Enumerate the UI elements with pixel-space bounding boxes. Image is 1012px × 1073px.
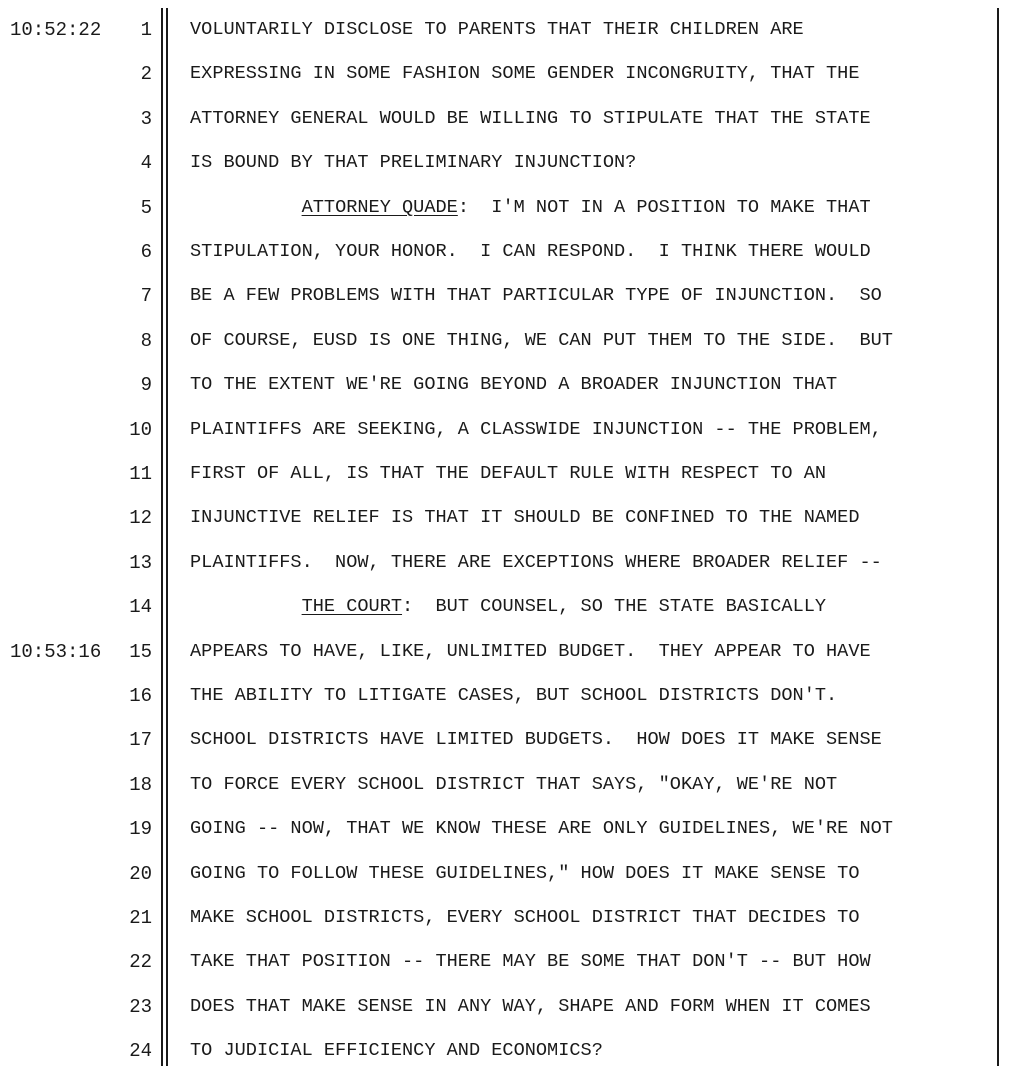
line-text xyxy=(190,274,990,318)
line-text xyxy=(190,8,990,52)
transcript-line xyxy=(0,541,1012,585)
transcript-line xyxy=(0,274,1012,318)
transcript-line xyxy=(0,408,1012,452)
transcript-line xyxy=(0,8,1012,52)
transcript-line xyxy=(0,940,1012,984)
line-content: TO THE EXTENT WE'RE GOING BEYOND A BROADER INJUNCTION THAT xyxy=(190,374,838,396)
line-text xyxy=(190,230,990,274)
line-number: 14 xyxy=(129,596,152,619)
line-content: APPEARS TO HAVE, LIKE, UNLIMITED BUDGET. THEY APPEAR TO HAVE xyxy=(190,640,871,662)
line-text xyxy=(190,52,990,96)
transcript-line xyxy=(0,52,1012,96)
transcript-line xyxy=(0,763,1012,807)
line-text xyxy=(190,985,990,1029)
line-text xyxy=(190,718,990,762)
line-text xyxy=(190,630,990,674)
line-text xyxy=(190,585,990,629)
line-text xyxy=(190,452,990,496)
line-number: 22 xyxy=(129,951,152,974)
line-number: 8 xyxy=(140,329,152,352)
line-text xyxy=(190,319,990,363)
timestamp: 10:52:22 xyxy=(10,19,102,41)
line-number: 15 xyxy=(129,640,152,663)
line-text xyxy=(190,186,990,230)
line-content: PLAINTIFFS. NOW, THERE ARE EXCEPTIONS WHERE BROADER RELIEF -- xyxy=(190,551,882,573)
line-text xyxy=(190,363,990,407)
line-content: TAKE THAT POSITION -- THERE MAY BE SOME THAT DON'T -- BUT HOW xyxy=(190,951,871,973)
line-number: 16 xyxy=(129,685,152,707)
line-text xyxy=(190,763,990,807)
speaker-name: ATTORNEY QUADE xyxy=(301,196,458,218)
line-content: MAKE SCHOOL DISTRICTS, EVERY SCHOOL DISTRICT THAT DECIDES TO xyxy=(190,907,860,928)
line-text xyxy=(190,541,990,585)
transcript-line xyxy=(0,630,1012,674)
line-number: 24 xyxy=(129,1040,152,1063)
line-content: STIPULATION, YOUR HONOR. I CAN RESPOND. I THINK THERE WOULD xyxy=(190,241,871,262)
transcript-line xyxy=(0,807,1012,851)
line-text xyxy=(190,97,990,141)
line-content: TO FORCE EVERY SCHOOL DISTRICT THAT SAYS, "OKAY, WE'RE NOT xyxy=(190,773,838,795)
speaker-indent xyxy=(190,596,302,617)
line-number: 3 xyxy=(140,107,152,130)
transcript-line xyxy=(0,186,1012,230)
line-number: 17 xyxy=(129,729,152,752)
transcript-line xyxy=(0,230,1012,274)
line-content: FIRST OF ALL, IS THAT THE DEFAULT RULE WITH RESPECT TO AN xyxy=(190,463,827,484)
line-text xyxy=(190,674,990,718)
line-number: 9 xyxy=(140,374,152,397)
line-text xyxy=(190,496,990,540)
transcript-line xyxy=(0,985,1012,1029)
line-text xyxy=(190,807,990,851)
speaker-indent xyxy=(190,197,302,218)
line-content: PLAINTIFFS ARE SEEKING, A CLASSWIDE INJUNCTION -- THE PROBLEM, xyxy=(190,418,882,440)
line-content: TO JUDICIAL EFFICIENCY AND ECONOMICS? xyxy=(190,1040,603,1062)
line-text xyxy=(190,141,990,185)
line-number: 1 xyxy=(140,19,152,41)
line-content: INJUNCTIVE RELIEF IS THAT IT SHOULD BE CONFINED TO THE NAMED xyxy=(190,507,860,529)
transcript-line xyxy=(0,674,1012,718)
line-number: 7 xyxy=(140,285,152,308)
line-text xyxy=(190,940,990,984)
line-content: : I'M NOT IN A POSITION TO MAKE THAT xyxy=(457,196,871,218)
line-number: 11 xyxy=(129,463,152,485)
transcript-line xyxy=(0,97,1012,141)
line-number: 6 xyxy=(140,241,152,263)
transcript-line xyxy=(0,1029,1012,1073)
line-content: : BUT COUNSEL, SO THE STATE BASICALLY xyxy=(402,596,827,618)
transcript-line xyxy=(0,718,1012,762)
line-content: IS BOUND BY THAT PRELIMINARY INJUNCTION? xyxy=(190,152,637,174)
line-number: 4 xyxy=(140,152,152,175)
line-content: EXPRESSING IN SOME FASHION SOME GENDER INCONGRUITY, THAT THE xyxy=(190,63,860,85)
transcript-line xyxy=(0,496,1012,540)
line-content: VOLUNTARILY DISCLOSE TO PARENTS THAT THEIR CHILDREN ARE xyxy=(190,19,804,40)
line-number: 23 xyxy=(129,995,152,1018)
line-content: DOES THAT MAKE SENSE IN ANY WAY, SHAPE AND FORM WHEN IT COMES xyxy=(190,995,871,1017)
line-text xyxy=(190,852,990,896)
line-number: 13 xyxy=(129,551,152,574)
line-number: 12 xyxy=(129,507,152,530)
line-content: GOING -- NOW, THAT WE KNOW THESE ARE ONLY GUIDELINES, WE'RE NOT xyxy=(190,818,893,840)
line-content: BE A FEW PROBLEMS WITH THAT PARTICULAR TYPE OF INJUNCTION. SO xyxy=(190,285,882,307)
line-text xyxy=(190,1029,990,1073)
line-text xyxy=(190,896,990,940)
transcript-line xyxy=(0,319,1012,363)
line-number: 10 xyxy=(129,418,152,441)
timestamp: 10:53:16 xyxy=(10,640,102,663)
line-number: 18 xyxy=(129,773,152,796)
line-number: 20 xyxy=(129,862,152,885)
line-content: OF COURSE, EUSD IS ONE THING, WE CAN PUT THEM TO THE SIDE. BUT xyxy=(190,329,893,351)
line-number: 19 xyxy=(129,818,152,841)
line-text xyxy=(190,408,990,452)
line-content: SCHOOL DISTRICTS HAVE LIMITED BUDGETS. HOW DOES IT MAKE SENSE xyxy=(190,729,882,751)
transcript-line xyxy=(0,852,1012,896)
transcript-line xyxy=(0,896,1012,940)
transcript-line xyxy=(0,452,1012,496)
line-number: 5 xyxy=(140,196,152,219)
line-content: ATTORNEY GENERAL WOULD BE WILLING TO STIPULATE THAT THE STATE xyxy=(190,107,871,129)
line-content: GOING TO FOLLOW THESE GUIDELINES," HOW DOES IT MAKE SENSE TO xyxy=(190,862,860,884)
line-number: 2 xyxy=(140,63,152,86)
speaker-name: THE COURT xyxy=(301,596,403,618)
line-number: 21 xyxy=(129,907,152,929)
line-content: THE ABILITY TO LITIGATE CASES, BUT SCHOOL DISTRICTS DON'T. xyxy=(190,685,838,706)
transcript-line xyxy=(0,585,1012,629)
transcript-line xyxy=(0,141,1012,185)
transcript-line xyxy=(0,363,1012,407)
